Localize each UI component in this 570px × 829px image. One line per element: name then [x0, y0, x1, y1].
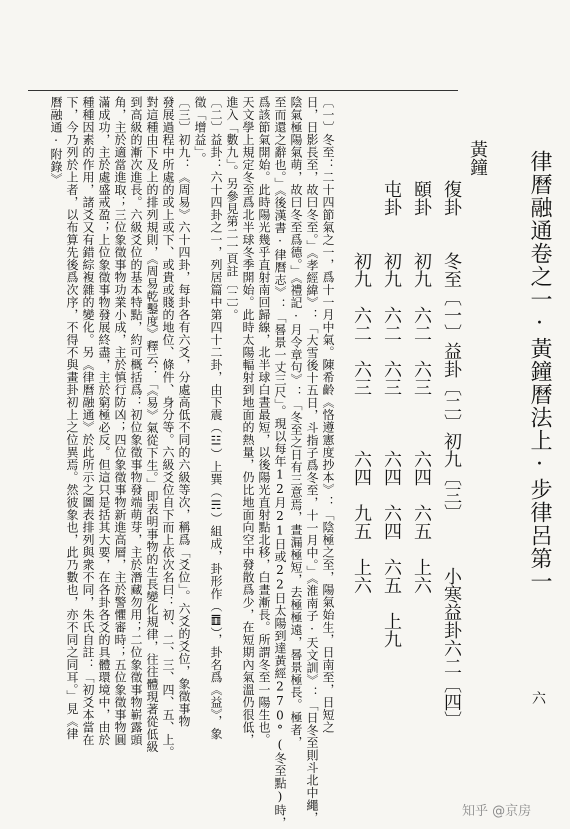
- table-column-yi: 頤卦 初九 六二 六三 六四 六五 上六: [411, 180, 432, 594]
- note-line: 至而還之辭也。」《後漢書·律曆志》：「晷景一丈三尺」。現以每年12月21日或22日太陽到達黃經270°(冬至點)時，: [273, 96, 287, 829]
- note-line: 〔一〕冬至：二十四節氣之一，爲十一月中氣。陳希齡《恪遵憲度抄本》：「陰極之至，陽氣始生，日南至，日短之: [321, 96, 335, 734]
- note-line: 〔三〕初九：《周易》六十四卦，每卦各有六爻，分處高低不同的六級等次，稱爲「爻位」。六爻的爻位，象徵事物: [177, 96, 191, 728]
- note-line: 徵「增益」。: [193, 96, 207, 165]
- note-line: 種種因素的作用，諸爻又有錯綜複雜的變化。另《律曆融通》於此所示之圖表排列與衆不同，朱氏自註：「初爻本當在: [81, 96, 95, 746]
- note-line: 爲該節氣開始。此時陽光幾乎直射南回歸線，北半球白晝最短，以後陽光直射點北移，白晝漸長。所謂冬至一陽生也。: [257, 96, 271, 746]
- top-rule: [28, 90, 458, 91]
- page-number: 六: [532, 691, 546, 707]
- note-line: 曆融通·附錄》: [49, 96, 63, 186]
- note-line: 到高級的漸次進長。六級爻位的基本特點，約可概括爲：初位象徵事物發端萌芽，主於潛藏勿用；二位象徵事物嶄露頭: [129, 96, 143, 746]
- note-line: 對這種由下及上的排列規則，《周易乾鑿度》釋云：「《易》氣從下生。」即表明事物的生長變化規律，往往體現著從低級: [145, 96, 159, 753]
- running-title: 律曆融通卷之一·黃鐘曆法上·步律呂第一: [527, 150, 552, 593]
- table-column-fu: 復卦 冬至〔一〕益卦〔二〕初九〔三〕 小寒益卦六二〔四〕: [441, 180, 462, 729]
- table-header-huangzhong: 黃鐘: [467, 140, 488, 176]
- note-line: 天文學上規定冬至爲北半球冬季開始。此時太陽輻射到地面的熱量，仍比地面向空中發散爲少，在短期內氣溫仍很低，: [241, 96, 255, 746]
- note-line: 發展過程中所處的或上或下、或貴或賤的地位、條件、身分等。六級爻位自下而上依次名曰：初、二、三、四、五、上。: [161, 96, 175, 759]
- table-column-zhun: 屯卦 初九 六二 六三 六四 六四 六五 上九: [381, 180, 402, 648]
- note-line: 角，主於適當進取；三位象徵事物功業小成，主於慎行防凶；四位象徵事物新進高層，主於警懼審時；五位象徵事物圓: [113, 96, 127, 746]
- note-line: 下，今乃列於上者，以布算先後爲次序，不得不與畫卦初上之位異焉。然彼象也，此乃數也，亦不同之同耳。」見《律: [65, 96, 79, 740]
- table-column-unlabeled: 初九 六二 六三 六四 九五 上六: [351, 180, 372, 594]
- note-line: 〔二〕益卦：六十四卦之一，列居篇中第四十二卦，由下震（☳）上巽（☴）組成，卦形作（䷩），卦名爲《益》，象: [209, 96, 223, 740]
- note-line: 日，日影長至，故曰冬至。」《孝經緯》：「大雪後十五日，斗指子爲冬至，十一月中。」《淮南子·天文訓》：「日冬至則斗北中繩，: [305, 96, 319, 824]
- watermark: 知乎 @京房: [462, 804, 532, 819]
- note-line: 進入「數九」。另參見第二一頁註〔二〕。: [225, 96, 239, 322]
- note-line: 滿成功，主於處盛戒盈；上位象徵事物發展終盡，主於窮極必反。但這只是括其大要，在各卦各爻的具體環境中，由於: [97, 96, 111, 746]
- note-line: 陰氣極陽氣萌，故曰冬至爲德。」《禮記·月令章句》：「冬至之日有三意焉，晝漏極短，去極極遠，晷景極長。極者，: [289, 96, 303, 749]
